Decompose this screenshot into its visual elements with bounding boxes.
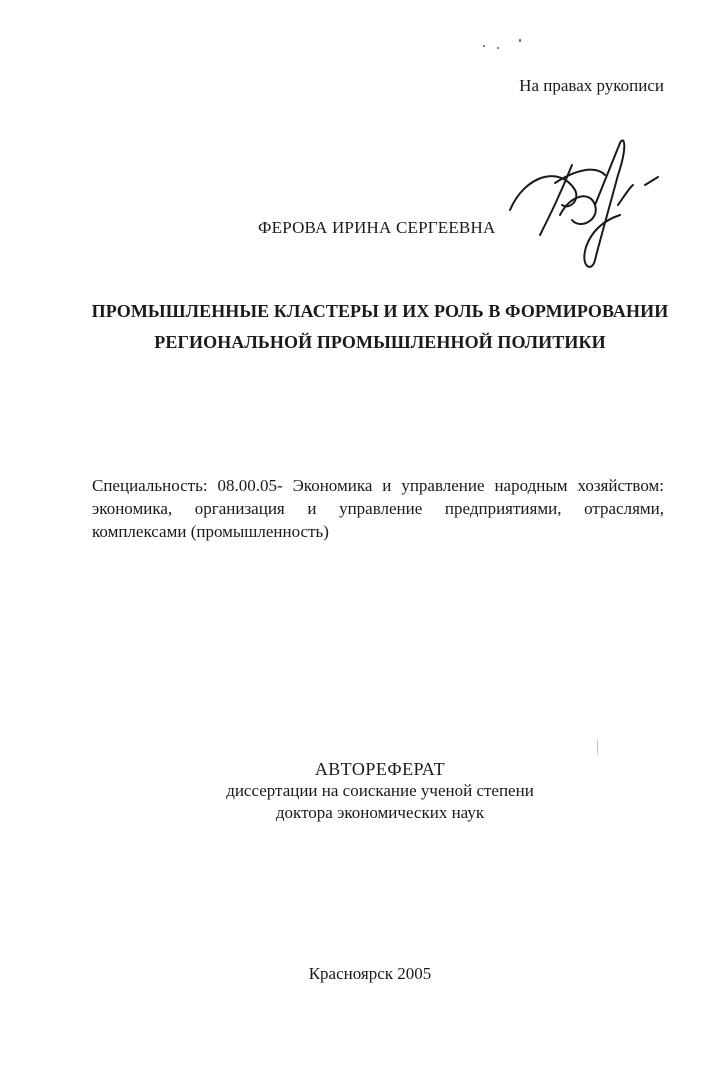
manuscript-rights-note: На правах рукописи [519,76,664,95]
dissertation-title [60,296,700,358]
title-line: РЕГИОНАЛЬНОЙ ПРОМЫШЛЕННОЙ ПОЛИТИКИ [154,332,606,352]
abstract-block [120,758,640,824]
place-and-year: Красноярск 2005 [308,964,432,983]
abstract-line: диссертации на соискание ученой степени [226,781,534,800]
abstract-line: доктора экономических наук [275,803,485,822]
specialty-line: Специальность: 08.00.05- Экономика и управление народным хозяйством: [92,476,664,495]
scan-speck [497,47,499,49]
title-line: ПРОМЫШЛЕННЫЕ КЛАСТЕРЫ И ИХ РОЛЬ В ФОРМИРОВАНИИ [91,301,669,321]
specialty-block [92,474,664,543]
scan-speck [483,45,485,47]
author-name: ФЕРОВА ИРИНА СЕРГЕЕВНА [258,218,496,237]
abstract-heading: АВТОРЕФЕРАТ [314,759,446,779]
scan-speck [519,39,521,42]
specialty-line: экономика, организация и управление предприятиями, отраслями, [92,499,664,518]
specialty-line: комплексами (промышленность) [92,522,329,541]
signature-image [500,135,670,275]
scan-speck [597,738,598,756]
